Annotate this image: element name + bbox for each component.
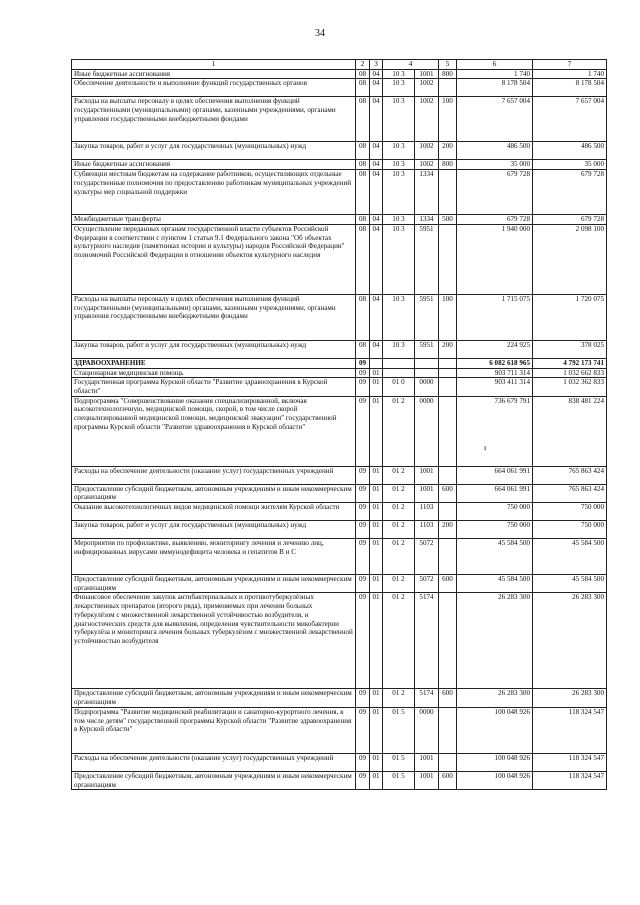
subsection-code: 01 bbox=[370, 771, 383, 789]
amount-year-1: 7 657 004 bbox=[457, 97, 533, 142]
expense-type-code: 600 bbox=[439, 771, 457, 789]
program-code: 10 3 bbox=[383, 79, 415, 97]
subsection-code: 01 bbox=[370, 539, 383, 575]
expense-type-code bbox=[439, 378, 457, 396]
subsection-code: 04 bbox=[370, 170, 383, 215]
item-name: Закупка товаров, работ и услуг для государственных (муниципальных) нужд bbox=[72, 142, 356, 160]
amount-year-1: 224 925 bbox=[457, 340, 533, 358]
program-code: 01 5 bbox=[383, 753, 415, 771]
amount-year-2: 1 740 bbox=[533, 69, 607, 79]
subsection-code: 01 bbox=[370, 396, 383, 466]
item-name: Закупка товаров, работ и услуг для государственных (муниципальных) нужд bbox=[72, 340, 356, 358]
subsection-code: 04 bbox=[370, 294, 383, 340]
amount-year-1: 679 728 bbox=[457, 170, 533, 215]
expense-type-code: 100 bbox=[439, 97, 457, 142]
amount-year-2: 2 098 100 bbox=[533, 224, 607, 294]
direction-code: 0000 bbox=[415, 707, 439, 753]
direction-code: 1334 bbox=[415, 170, 439, 215]
budget-table bbox=[71, 59, 607, 790]
expense-type-code bbox=[439, 79, 457, 97]
program-code: 10 3 bbox=[383, 69, 415, 79]
amount-year-2: 7 657 004 bbox=[533, 97, 607, 142]
expense-type-code: 600 bbox=[439, 575, 457, 593]
program-code bbox=[383, 368, 415, 378]
table-row bbox=[72, 593, 607, 689]
section-code: 09 bbox=[356, 689, 370, 707]
direction-code: 5174 bbox=[415, 689, 439, 707]
subsection-code: 04 bbox=[370, 160, 383, 170]
subsection-code: 01 bbox=[370, 575, 383, 593]
direction-code: 5174 bbox=[415, 593, 439, 689]
amount-year-2: 45 584 500 bbox=[533, 539, 607, 575]
section-code: 09 bbox=[356, 575, 370, 593]
table-row bbox=[72, 160, 607, 170]
table-row bbox=[72, 771, 607, 789]
amount-year-1: 750 000 bbox=[457, 503, 533, 521]
page-number: 34 bbox=[315, 28, 325, 39]
subsection-code: 04 bbox=[370, 340, 383, 358]
direction-code: 5951 bbox=[415, 224, 439, 294]
direction-code: 1001 bbox=[415, 466, 439, 484]
amount-year-1: 100 048 926 bbox=[457, 707, 533, 753]
section-code: 09 bbox=[356, 368, 370, 378]
item-name: Предоставление субсидий бюджетным, автономным учреждениям и иным некоммерческим организациям bbox=[72, 771, 356, 789]
section-code: 08 bbox=[356, 170, 370, 215]
amount-year-1: 26 283 300 bbox=[457, 689, 533, 707]
direction-code: 0000 bbox=[415, 396, 439, 466]
header-cell-2: 2 bbox=[356, 60, 370, 70]
amount-year-2: 750 000 bbox=[533, 503, 607, 521]
program-code: 10 3 bbox=[383, 97, 415, 142]
expense-type-code bbox=[439, 707, 457, 753]
table-row bbox=[72, 484, 607, 502]
table-row bbox=[72, 294, 607, 340]
section-code: 08 bbox=[356, 142, 370, 160]
section-code: 09 bbox=[356, 466, 370, 484]
table-row bbox=[72, 224, 607, 294]
amount-year-2: 378 025 bbox=[533, 340, 607, 358]
section-code: 09 bbox=[356, 358, 370, 368]
direction-code: 1334 bbox=[415, 215, 439, 225]
program-code: 01 2 bbox=[383, 575, 415, 593]
amount-year-1: 903 411 314 bbox=[457, 378, 533, 396]
subsection-code: 01 bbox=[370, 689, 383, 707]
expense-type-code bbox=[439, 368, 457, 378]
table-row bbox=[72, 170, 607, 215]
program-code: 01 2 bbox=[383, 396, 415, 466]
amount-year-1: 26 283 300 bbox=[457, 593, 533, 689]
subsection-code: 04 bbox=[370, 142, 383, 160]
amount-year-2: 118 324 547 bbox=[533, 707, 607, 753]
program-code: 01 2 bbox=[383, 689, 415, 707]
subsection-code: 04 bbox=[370, 69, 383, 79]
table-row bbox=[72, 97, 607, 142]
expense-type-code bbox=[439, 396, 457, 466]
section-code: 09 bbox=[356, 484, 370, 502]
item-name: Предоставление субсидий бюджетным, автономным учреждениям и иным некоммерческим организациям bbox=[72, 689, 356, 707]
subsection-code bbox=[370, 358, 383, 368]
table-row bbox=[72, 69, 607, 79]
direction-code: 1002 bbox=[415, 142, 439, 160]
amount-year-2: 679 728 bbox=[533, 215, 607, 225]
amount-year-2: 118 324 547 bbox=[533, 771, 607, 789]
item-name: Оказание высокотехнологичных видов медицинской помощи жителям Курской области bbox=[72, 503, 356, 521]
expense-type-code bbox=[439, 170, 457, 215]
expense-type-code bbox=[439, 358, 457, 368]
amount-year-2: 35 000 bbox=[533, 160, 607, 170]
amount-year-2: 8 178 504 bbox=[533, 79, 607, 97]
amount-year-1: 8 178 504 bbox=[457, 79, 533, 97]
program-code: 10 3 bbox=[383, 294, 415, 340]
item-name: Обеспечение деятельности и выполнение функций государственных органов bbox=[72, 79, 356, 97]
item-name: Финансовое обеспечение закупок антибактериальных и противотуберкулёзных лекарственных препаратов (второго ряда), применяемых при лечении больных туберкулёзом с множественной лекарственной устойчивостью возбудителя, и диагностических средств для выявления, определения чувствительности микобактерии туберкулёза и мониторинга лечения больных туберкулёзом с множественной лекарственной устойчивостью возбудителя bbox=[72, 593, 356, 689]
header-cell-1: 1 bbox=[72, 60, 356, 70]
amount-year-2: 4 792 173 741 bbox=[533, 358, 607, 368]
program-code: 10 3 bbox=[383, 142, 415, 160]
amount-year-2: 765 863 424 bbox=[533, 466, 607, 484]
section-code: 08 bbox=[356, 79, 370, 97]
expense-type-code: 500 bbox=[439, 215, 457, 225]
direction-code: 5072 bbox=[415, 575, 439, 593]
section-code: 08 bbox=[356, 160, 370, 170]
table-body bbox=[72, 60, 607, 790]
table-row bbox=[72, 539, 607, 575]
header-cell-3: 3 bbox=[370, 60, 383, 70]
direction-code: 1001 bbox=[415, 753, 439, 771]
item-name: Предоставление субсидий бюджетным, автономным учреждениям и иным некоммерческим организациям bbox=[72, 575, 356, 593]
amount-year-2: 26 283 300 bbox=[533, 689, 607, 707]
table-header-row bbox=[72, 60, 607, 70]
table-row bbox=[72, 689, 607, 707]
subsection-code: 01 bbox=[370, 378, 383, 396]
program-code: 10 3 bbox=[383, 224, 415, 294]
program-code: 01 2 bbox=[383, 466, 415, 484]
amount-year-2: 750 000 bbox=[533, 521, 607, 539]
direction-code: 1001 bbox=[415, 771, 439, 789]
item-name: Субвенции местным бюджетам на содержание работников, осуществляющих отдельные государственные полномочия по предоставлению работникам муниципальных учреждений культуры мер социальной поддержки bbox=[72, 170, 356, 215]
expense-type-code: 200 bbox=[439, 521, 457, 539]
subsection-code: 04 bbox=[370, 224, 383, 294]
item-name: Предоставление субсидий бюджетным, автономным учреждениям и иным некоммерческим организациям bbox=[72, 484, 356, 502]
section-code: 09 bbox=[356, 378, 370, 396]
expense-type-code: 200 bbox=[439, 340, 457, 358]
expense-type-code: 800 bbox=[439, 160, 457, 170]
program-code: 10 3 bbox=[383, 170, 415, 215]
direction-code bbox=[415, 368, 439, 378]
subsection-code: 01 bbox=[370, 521, 383, 539]
table-row bbox=[72, 215, 607, 225]
amount-year-1: 1 940 000 bbox=[457, 224, 533, 294]
amount-year-1: 679 728 bbox=[457, 215, 533, 225]
program-code bbox=[383, 358, 415, 368]
table-row bbox=[72, 368, 607, 378]
amount-year-1: 100 048 926 bbox=[457, 771, 533, 789]
direction-code: 1002 bbox=[415, 97, 439, 142]
amount-year-1: 1 715 075 bbox=[457, 294, 533, 340]
section-code: 09 bbox=[356, 396, 370, 466]
amount-year-1: 35 000 bbox=[457, 160, 533, 170]
section-code: 08 bbox=[356, 215, 370, 225]
item-name: Осуществление переданных органам государственной власти субъектов Российской Федерации в соответствии с пунктом 1 статьи 9.1 Федерального закона "Об объектах культурного наследия (памятниках истории и культуры) народов Российской Федерации" полномочий Российской Федерации в отношении объектов культурного наследия bbox=[72, 224, 356, 294]
item-name: Мероприятия по профилактике, выявлению, мониторингу лечения и лечению лиц, инфицированных вирусами иммунодефицита человека и гепатитов В и С bbox=[72, 539, 356, 575]
program-code: 01 5 bbox=[383, 771, 415, 789]
amount-year-2: 838 481 224 bbox=[533, 396, 607, 466]
section-code: 09 bbox=[356, 771, 370, 789]
direction-code: 1002 bbox=[415, 160, 439, 170]
table-row bbox=[72, 142, 607, 160]
handwritten-tick-mark: ı bbox=[484, 443, 487, 452]
header-cell-4: 4 bbox=[383, 60, 439, 70]
direction-code: 5072 bbox=[415, 539, 439, 575]
direction-code: 1002 bbox=[415, 79, 439, 97]
program-code: 01 2 bbox=[383, 539, 415, 575]
program-code: 01 2 bbox=[383, 503, 415, 521]
expense-type-code bbox=[439, 593, 457, 689]
expense-type-code: 600 bbox=[439, 689, 457, 707]
section-code: 08 bbox=[356, 69, 370, 79]
item-name: ЗДРАВООХРАНЕНИЕ bbox=[72, 358, 356, 368]
expense-type-code: 800 bbox=[439, 69, 457, 79]
item-name: Иные бюджетные ассигнования bbox=[72, 160, 356, 170]
expense-type-code: 200 bbox=[439, 142, 457, 160]
amount-year-2: 679 728 bbox=[533, 170, 607, 215]
amount-year-1: 750 000 bbox=[457, 521, 533, 539]
item-name: Иные бюджетные ассигнования bbox=[72, 69, 356, 79]
direction-code: 5951 bbox=[415, 294, 439, 340]
direction-code: 1103 bbox=[415, 521, 439, 539]
direction-code bbox=[415, 358, 439, 368]
header-cell-7: 7 bbox=[533, 60, 607, 70]
amount-year-2: 1 720 075 bbox=[533, 294, 607, 340]
expense-type-code bbox=[439, 466, 457, 484]
amount-year-1: 1 740 bbox=[457, 69, 533, 79]
expense-type-code bbox=[439, 503, 457, 521]
subsection-code: 04 bbox=[370, 215, 383, 225]
program-code: 01 0 bbox=[383, 378, 415, 396]
amount-year-1: 100 048 926 bbox=[457, 753, 533, 771]
expense-type-code bbox=[439, 753, 457, 771]
table-row bbox=[72, 707, 607, 753]
amount-year-1: 736 679 791 bbox=[457, 396, 533, 466]
program-code: 10 3 bbox=[383, 215, 415, 225]
amount-year-2: 26 283 300 bbox=[533, 593, 607, 689]
item-name: Государственная программа Курской области "Развитие здравоохранения в Курской области" bbox=[72, 378, 356, 396]
expense-type-code: 100 bbox=[439, 294, 457, 340]
program-code: 10 3 bbox=[383, 160, 415, 170]
table-row bbox=[72, 378, 607, 396]
amount-year-1: 45 584 500 bbox=[457, 575, 533, 593]
table-row bbox=[72, 396, 607, 466]
direction-code: 5951 bbox=[415, 340, 439, 358]
section-code: 09 bbox=[356, 753, 370, 771]
header-cell-6: 6 bbox=[457, 60, 533, 70]
table-row bbox=[72, 753, 607, 771]
section-code: 08 bbox=[356, 224, 370, 294]
table-row bbox=[72, 466, 607, 484]
amount-year-1: 903 711 314 bbox=[457, 368, 533, 378]
item-name: Подпрограмма "Развитие медицинской реабилитации и санаторно-курортного лечения, в том числе детям" государственной программы Курской области "Развитие здравоохранения в Курской области" bbox=[72, 707, 356, 753]
section-code: 08 bbox=[356, 97, 370, 142]
amount-year-2: 118 324 547 bbox=[533, 753, 607, 771]
item-name: Расходы на выплаты персоналу в целях обеспечения выполнения функций государственными (муниципальными) органами, казенными учреждениями, органами управления государственными внебюджетными фондами bbox=[72, 294, 356, 340]
amount-year-1: 664 061 991 bbox=[457, 466, 533, 484]
subsection-code: 01 bbox=[370, 368, 383, 378]
program-code: 01 5 bbox=[383, 707, 415, 753]
expense-type-code: 600 bbox=[439, 484, 457, 502]
amount-year-2: 486 500 bbox=[533, 142, 607, 160]
direction-code: 0000 bbox=[415, 378, 439, 396]
subsection-code: 01 bbox=[370, 707, 383, 753]
amount-year-1: 6 082 618 965 bbox=[457, 358, 533, 368]
section-code: 09 bbox=[356, 539, 370, 575]
table-row bbox=[72, 521, 607, 539]
program-code: 01 2 bbox=[383, 521, 415, 539]
program-code: 01 2 bbox=[383, 484, 415, 502]
section-code: 09 bbox=[356, 521, 370, 539]
section-code: 09 bbox=[356, 593, 370, 689]
subsection-code: 01 bbox=[370, 503, 383, 521]
amount-year-2: 765 863 424 bbox=[533, 484, 607, 502]
table-row bbox=[72, 503, 607, 521]
amount-year-2: 1 032 662 833 bbox=[533, 368, 607, 378]
direction-code: 1103 bbox=[415, 503, 439, 521]
program-code: 10 3 bbox=[383, 340, 415, 358]
section-code: 09 bbox=[356, 707, 370, 753]
subsection-code: 04 bbox=[370, 79, 383, 97]
item-name: Расходы на обеспечение деятельности (оказание услуг) государственных учреждений bbox=[72, 466, 356, 484]
subsection-code: 04 bbox=[370, 97, 383, 142]
amount-year-2: 45 584 500 bbox=[533, 575, 607, 593]
section-code: 08 bbox=[356, 294, 370, 340]
table-row bbox=[72, 340, 607, 358]
section-code: 09 bbox=[356, 503, 370, 521]
item-name: Расходы на обеспечение деятельности (оказание услуг) государственных учреждений bbox=[72, 753, 356, 771]
amount-year-1: 486 500 bbox=[457, 142, 533, 160]
amount-year-1: 664 061 991 bbox=[457, 484, 533, 502]
section-code: 08 bbox=[356, 340, 370, 358]
table-row bbox=[72, 79, 607, 97]
amount-year-2: 1 032 362 833 bbox=[533, 378, 607, 396]
subsection-code: 01 bbox=[370, 753, 383, 771]
subsection-code: 01 bbox=[370, 593, 383, 689]
program-code: 01 2 bbox=[383, 593, 415, 689]
expense-type-code bbox=[439, 224, 457, 294]
item-name: Межбюджетные трансферты bbox=[72, 215, 356, 225]
table-row bbox=[72, 358, 607, 368]
header-cell-5: 5 bbox=[439, 60, 457, 70]
item-name: Стационарная медицинская помощь bbox=[72, 368, 356, 378]
table-row bbox=[72, 575, 607, 593]
direction-code: 1001 bbox=[415, 484, 439, 502]
subsection-code: 01 bbox=[370, 466, 383, 484]
direction-code: 1001 bbox=[415, 69, 439, 79]
item-name: Закупка товаров, работ и услуг для государственных (муниципальных) нужд bbox=[72, 521, 356, 539]
item-name: Подпрограмма "Совершенствование оказания специализированной, включая высокотехнологичную, медицинской помощи, скорой, в том числе скорой специализированной медицинской помощи, медицинской эвакуации" государственной программы Курской области "Развитие здравоохранения в Курской области" bbox=[72, 396, 356, 466]
item-name: Расходы на выплаты персоналу в целях обеспечения выполнения функций государственными (муниципальными) органами, казенными учреждениями, органами управления государственными внебюджетными фондами bbox=[72, 97, 356, 142]
expense-type-code bbox=[439, 539, 457, 575]
amount-year-1: 45 584 500 bbox=[457, 539, 533, 575]
subsection-code: 01 bbox=[370, 484, 383, 502]
